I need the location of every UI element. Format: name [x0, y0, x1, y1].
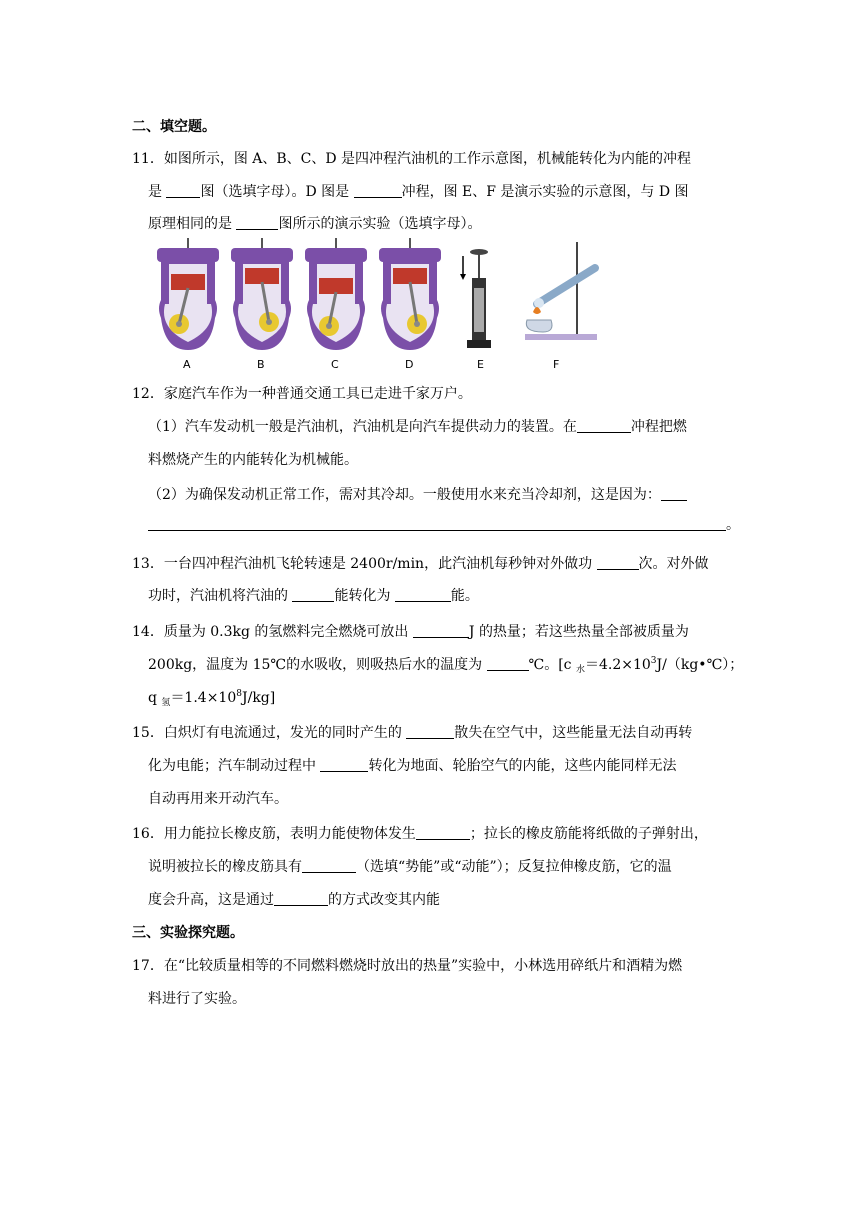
q11-line-2: 是 图（选填字母）。D 图是 冲程，图 E、F 是演示实验的示意图，与 D 图	[148, 184, 689, 200]
q14-blank-1[interactable]	[413, 623, 469, 638]
q11-line-3: 原理相同的是 图所示的演示实验（选填字母）。	[148, 216, 482, 232]
section-2-title: 二、填空题。	[132, 119, 216, 135]
engine-diagram-c	[303, 238, 369, 356]
engine-diagram-a	[155, 238, 221, 356]
q11-blank-1[interactable]	[166, 183, 200, 198]
engine-figure-row	[155, 238, 615, 373]
q13-blank-2[interactable]	[292, 587, 334, 602]
q16-line-3: 度会升高，这是通过 的方式改变其内能	[148, 892, 440, 908]
q12-blank-1[interactable]	[577, 418, 631, 433]
figure-label-f: F	[553, 358, 560, 371]
q14-line-1: 14．质量为 0.3kg 的氢燃料完全燃烧可放出 J 的热量；若这些热量全部被质量为	[132, 624, 689, 640]
figure-label-d: D	[405, 358, 414, 371]
q12-part-1: （1）汽车发动机一般是汽油机，汽油机是向汽车提供动力的装置。在 冲程把燃	[148, 419, 687, 435]
figure-label-b: B	[257, 358, 265, 371]
q15-line-2: 化为电能；汽车制动过程中 转化为地面、轮胎空气的内能，这些内能同样无法	[148, 758, 677, 774]
engine-diagram-b	[229, 238, 295, 356]
test-tube-heating-diagram-f	[515, 238, 605, 356]
q12-part-1-cont: 料燃烧产生的内能转化为机械能。	[148, 452, 358, 468]
q16-line-2: 说明被拉长的橡皮筋具有 （选填“势能”或“动能”）；反复拉伸橡皮筋，它的温	[148, 859, 672, 875]
q16-blank-1[interactable]	[416, 825, 470, 840]
q12-blank-2-cont[interactable]	[148, 516, 726, 531]
q11-blank-2[interactable]	[354, 183, 402, 198]
figure-label-c: C	[331, 358, 339, 371]
figure-label-a: A	[183, 358, 191, 371]
q16-blank-3[interactable]	[274, 891, 328, 906]
q13-blank-3[interactable]	[395, 587, 451, 602]
engine-diagram-d	[377, 238, 443, 356]
air-pump-diagram-e	[455, 238, 495, 356]
q17-line-1: 17．在“比较质量相等的不同燃料燃烧时放出的热量”实验中，小林选用碎纸片和酒精为燃	[132, 958, 683, 974]
q11-blank-3[interactable]	[236, 215, 278, 230]
q15-line-3: 自动再用来开动汽车。	[148, 791, 288, 807]
q11-line-1: 11．如图所示，图 A、B、C、D 是四冲程汽油机的工作示意图，机械能转化为内能的冲程	[132, 151, 692, 167]
q13-line-1: 13．一台四冲程汽油机飞轮转速是 2400r/min，此汽油机每秒钟对外做功 次。对外做	[132, 556, 709, 572]
q13-line-2: 功时，汽油机将汽油的 能转化为 能。	[148, 588, 479, 604]
q14-line-3: q $_氢=1.4\times 10^8J/kg$]	[148, 689, 276, 708]
q17-line-2: 料进行了实验。	[148, 991, 246, 1007]
q12-blank-2[interactable]	[661, 486, 687, 501]
q12-part-2-cont: 。	[148, 514, 740, 534]
q13-blank-1[interactable]	[597, 555, 639, 570]
q15-blank-1[interactable]	[406, 724, 454, 739]
figure-label-e: E	[477, 358, 484, 371]
q15-blank-2[interactable]	[320, 757, 368, 772]
q12-part-2: （2）为确保发动机正常工作，需对其冷却。一般使用水来充当冷却剂，这是因为：	[148, 484, 687, 504]
q16-blank-2[interactable]	[302, 858, 356, 873]
q14-blank-2[interactable]	[487, 656, 529, 671]
q16-line-1: 16．用力能拉长橡皮筋，表明力能使物体发生 ；拉长的橡皮筋能将纸做的子弹射出，	[132, 826, 708, 842]
q15-line-1: 15．白炽灯有电流通过，发光的同时产生的 散失在空气中，这些能量无法自动再转	[132, 725, 693, 741]
section-3-title: 三、实验探究题。	[132, 925, 244, 941]
q12-line-1: 12．家庭汽车作为一种普通交通工具已走进千家万户。	[132, 386, 472, 402]
q14-line-2: 200kg，温度为 15℃的水吸收，则吸热后水的温度为 ℃。[c $_水=4.2\times 10^3J/(kg•℃)$；	[148, 656, 744, 675]
